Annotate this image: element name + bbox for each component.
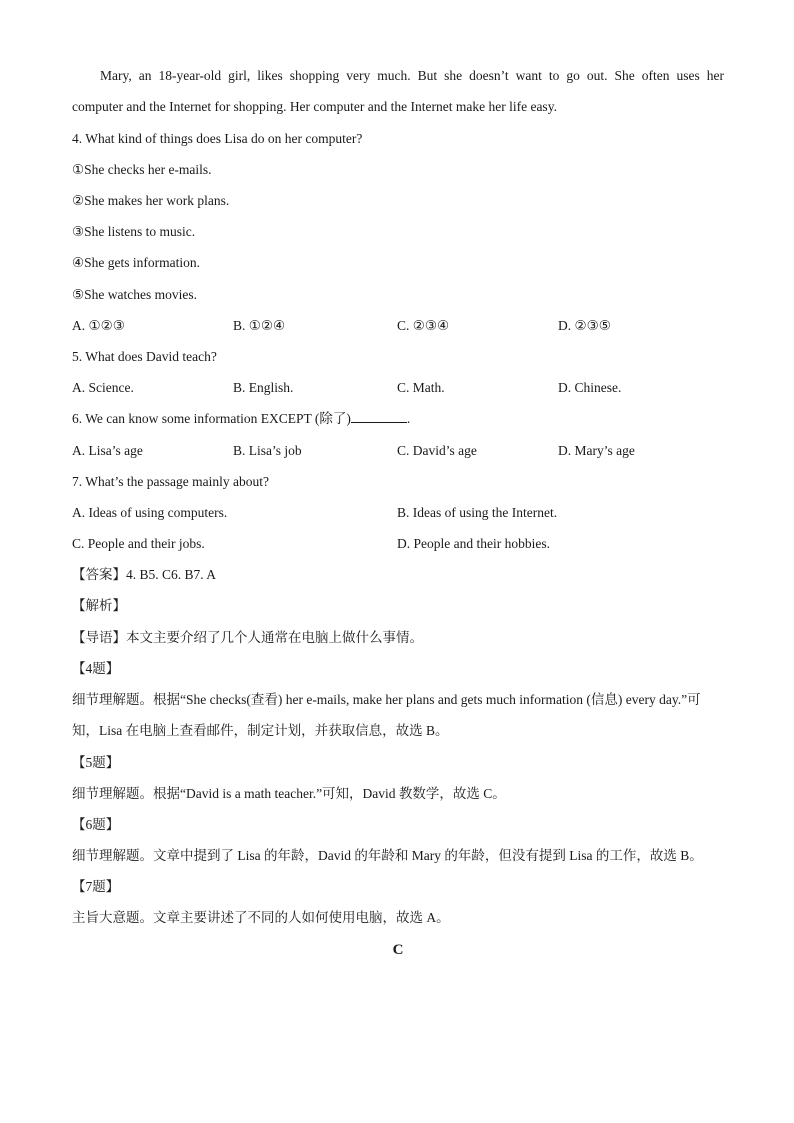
question-7-stem: 7. What’s the passage mainly about?: [72, 474, 269, 489]
passage-line-2: computer and the Internet for shopping. Her computer and the Internet make her life easy.: [72, 99, 557, 114]
question-6-option-c: C. David’s age: [397, 443, 477, 458]
question-4-statement-5: ⑤She watches movies.: [72, 287, 197, 302]
explanation-4-line-1: 细节理解题。根据“She checks(查看) her e-mails, make her plans and gets much information (信息) every day.”可: [72, 692, 701, 707]
passage-line-1: Mary, an 18-year-old girl, likes shopping very much. But she doesn’t want to go out. She often uses her: [100, 68, 724, 83]
question-7-option-a: A. Ideas of using computers.: [72, 505, 228, 520]
question-4-statement-1: ①She checks her e-mails.: [72, 162, 212, 177]
explanation-7-heading: 【7题】: [72, 879, 120, 894]
explanation-4-heading: 【4题】: [72, 661, 120, 676]
question-4-statement-3: ③She listens to music.: [72, 224, 196, 239]
question-4-option-b: B. ①②④: [233, 318, 286, 333]
analysis-heading: 【解析】: [72, 598, 126, 613]
question-4-option-a: A. ①②③: [72, 318, 125, 333]
explanation-5-line-1: 细节理解题。根据“David is a math teacher.”可知，David 教数学，故选 C。: [72, 786, 506, 801]
question-5-option-d: D. Chinese.: [558, 380, 622, 395]
explanation-7-line-1: 主旨大意题。文章主要讲述了不同的人如何使用电脑，故选 A。: [72, 910, 450, 925]
guide-line: 【导语】本文主要介绍了几个人通常在电脑上做什么事情。: [72, 630, 423, 645]
question-7-option-b: B. Ideas of using the Internet.: [397, 505, 558, 520]
question-7-option-d: D. People and their hobbies.: [397, 536, 550, 551]
question-6-option-a: A. Lisa’s age: [72, 443, 143, 458]
question-4-option-d: D. ②③⑤: [558, 318, 611, 333]
question-4-statement-4: ④She gets information.: [72, 255, 200, 270]
explanation-4-line-2: 知，Lisa 在电脑上查看邮件，制定计划，并获取信息，故选 B。: [72, 723, 449, 738]
section-heading-c: C: [392, 942, 404, 958]
explanation-6-line-1: 细节理解题。文章中提到了 Lisa 的年龄，David 的年龄和 Mary 的年龄，但没有提到 Lisa 的工作，故选 B。: [72, 848, 703, 863]
answer-blank: [351, 410, 407, 423]
question-4-option-c: C. ②③④: [397, 318, 450, 333]
question-7-option-c: C. People and their jobs.: [72, 536, 205, 551]
question-6-stem-text: 6. We can know some information EXCEPT (除了): [72, 411, 351, 426]
document-page: [72, 0, 724, 1123]
question-5-stem: 5. What does David teach?: [72, 349, 217, 364]
question-6-stem-end: .: [406, 411, 411, 426]
question-5-option-a: A. Science.: [72, 380, 134, 395]
question-4-statement-2: ②She makes her work plans.: [72, 193, 230, 208]
explanation-5-heading: 【5题】: [72, 755, 120, 770]
answer-line: 【答案】4. B5. C6. B7. A: [72, 567, 217, 582]
question-5-option-c: C. Math.: [397, 380, 445, 395]
question-5-option-b: B. English.: [233, 380, 294, 395]
question-6-option-b: B. Lisa’s job: [233, 443, 302, 458]
question-6-option-d: D. Mary’s age: [558, 443, 635, 458]
explanation-6-heading: 【6题】: [72, 817, 120, 832]
question-6-stem: [72, 410, 410, 428]
question-4-stem: 4. What kind of things does Lisa do on her computer?: [72, 131, 363, 146]
